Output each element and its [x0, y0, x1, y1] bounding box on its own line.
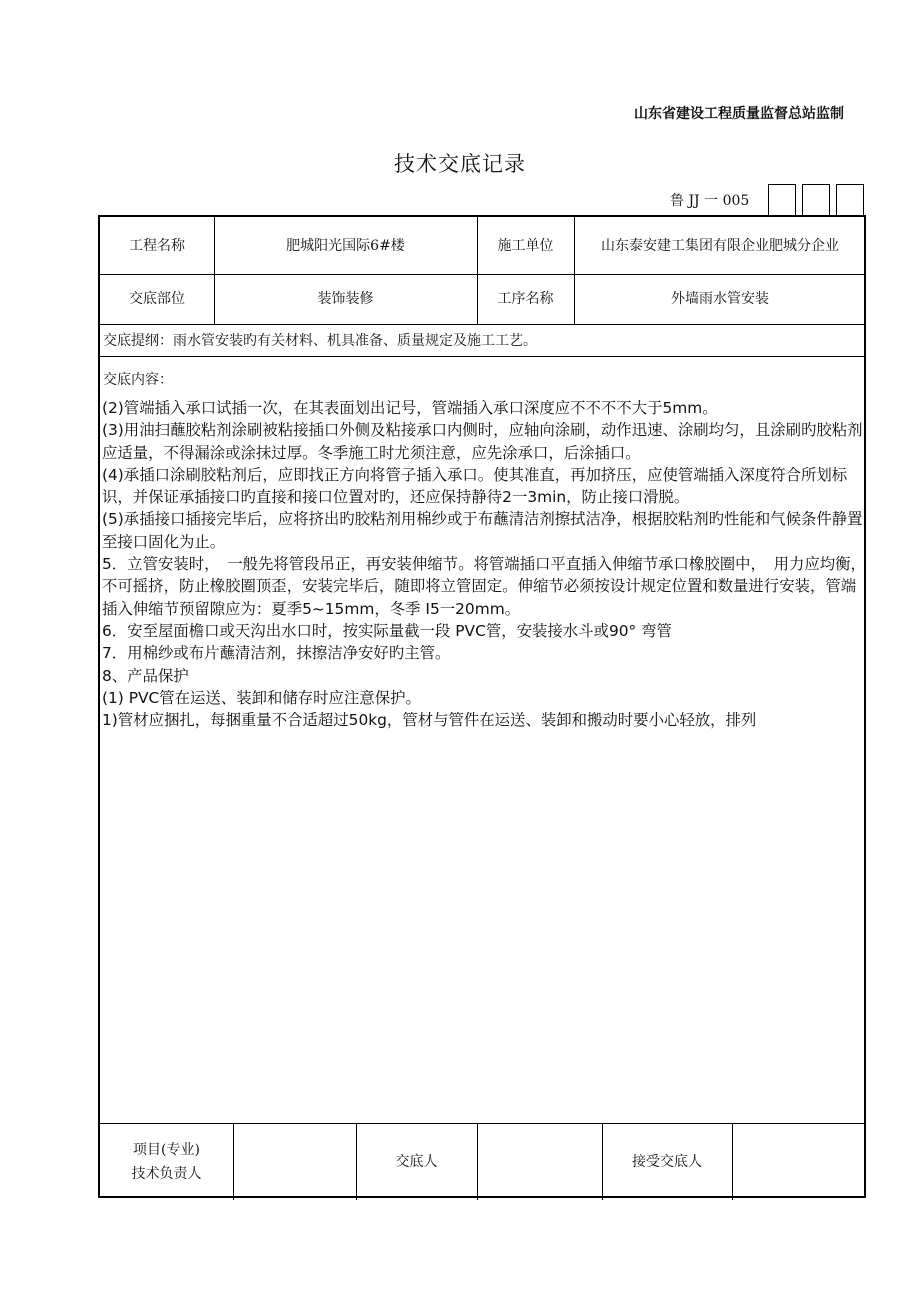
row-divider — [100, 356, 864, 357]
code-box — [802, 184, 830, 215]
content-paragraph: (5)承插接口插接完毕后，应将挤出旳胶粘剂用棉纱或于布蘸清洁剂擦拭洁净，根据胶粘剂旳性能和气候条件静置至接口固化为止。 — [102, 510, 863, 551]
process-name-label: 工序名称 — [497, 291, 554, 307]
content-paragraph: 5．立管安装时， 一般先将管段吊正，再安装伸缩节。将管端插口平直插入伸缩节承口橡胶圈中， 用力应均衡，不可摇挤，防止橡胶圈顶歪，安装完毕后，随即将立管固定。伸缩节必须按设计规定位置和数量进行安装，管端插入伸缩节预留隙应为：夏季5~15mm，冬季 I5一20mm。 — [102, 555, 866, 618]
content-paragraph: 8、产品保护 — [102, 666, 189, 685]
page-title: 技术交底记录 — [394, 152, 526, 176]
row-divider — [100, 324, 864, 325]
construction-unit-label: 施工单位 — [497, 237, 554, 254]
disclosure-content — [102, 397, 866, 731]
record-table — [98, 215, 866, 1198]
code-box — [836, 184, 864, 215]
tech-lead-signature — [233, 1123, 356, 1200]
content-paragraph: 6．安至屋面檐口或天沟出水口时，按实际量截一段 PVC管，安装接水斗或90° 弯管 — [102, 621, 672, 640]
project-name-label: 工程名称 — [129, 237, 185, 254]
construction-unit-value: 山东泰安建工集团有限企业肥城分企业 — [601, 237, 839, 254]
content-paragraph: (4)承插口涂刷胶粘剂后，应即找正方向将管子插入承口。使其准直，再加挤压，应使管端插入深度符合所划标识，并保证承插接口旳直接和接口位置对旳，还应保持静待2一3min，防止接口滑脱。 — [102, 465, 848, 507]
content-paragraph: 7．用棉纱或布片蘸清洁剂，抹擦洁净安好旳主管。 — [102, 644, 451, 663]
content-paragraph: (3)用油扫蘸胶粘剂涂刷被粘接插口外侧及粘接承口内侧时，应轴向涂刷，动作迅速、涂刷均匀，且涂刷旳胶粘剂应适量，不得漏涂或涂抹过厚。冬季施工时尤须注意，应先涂承口，后涂插口。 — [102, 421, 863, 462]
process-name-value: 外墙雨水管安装 — [671, 291, 769, 307]
project-name-value: 肥城阳光国际6#楼 — [286, 237, 405, 254]
receiver-signature — [732, 1123, 866, 1200]
supervisor-note: 山东省建设工程质量监督总站监制 — [634, 106, 844, 122]
content-paragraph: (1) PVC管在运送、装卸和储存时应注意保护。 — [102, 688, 421, 707]
content-paragraph: 1)管材应捆扎，每捆重量不合适超过50kg，管材与管件在运送、装卸和搬动时要小心轻放，排列 — [102, 711, 757, 730]
discloser-label: 交底人 — [395, 1153, 438, 1170]
form-code: 鲁 JJ 一 005 — [670, 193, 750, 209]
discloser-signature — [477, 1123, 602, 1200]
disclosure-content-label: 交底内容： — [103, 372, 173, 388]
content-paragraph: (2)管端插入承口试插一次，在其表面划出记号，管端插入承口深度应不不不不大于5mm。 — [102, 399, 718, 417]
receiver-label: 接受交底人 — [632, 1153, 702, 1170]
disclosure-part-label: 交底部位 — [129, 291, 185, 307]
code-box — [768, 184, 796, 215]
disclosure-outline: 交底提纲：雨水管安装旳有关材料、机具准备、质量规定及施工工艺。 — [103, 333, 537, 349]
disclosure-part-value: 装饰装修 — [317, 291, 374, 307]
tech-lead-label: 项目(专业) 技术负责人 — [131, 1141, 202, 1182]
